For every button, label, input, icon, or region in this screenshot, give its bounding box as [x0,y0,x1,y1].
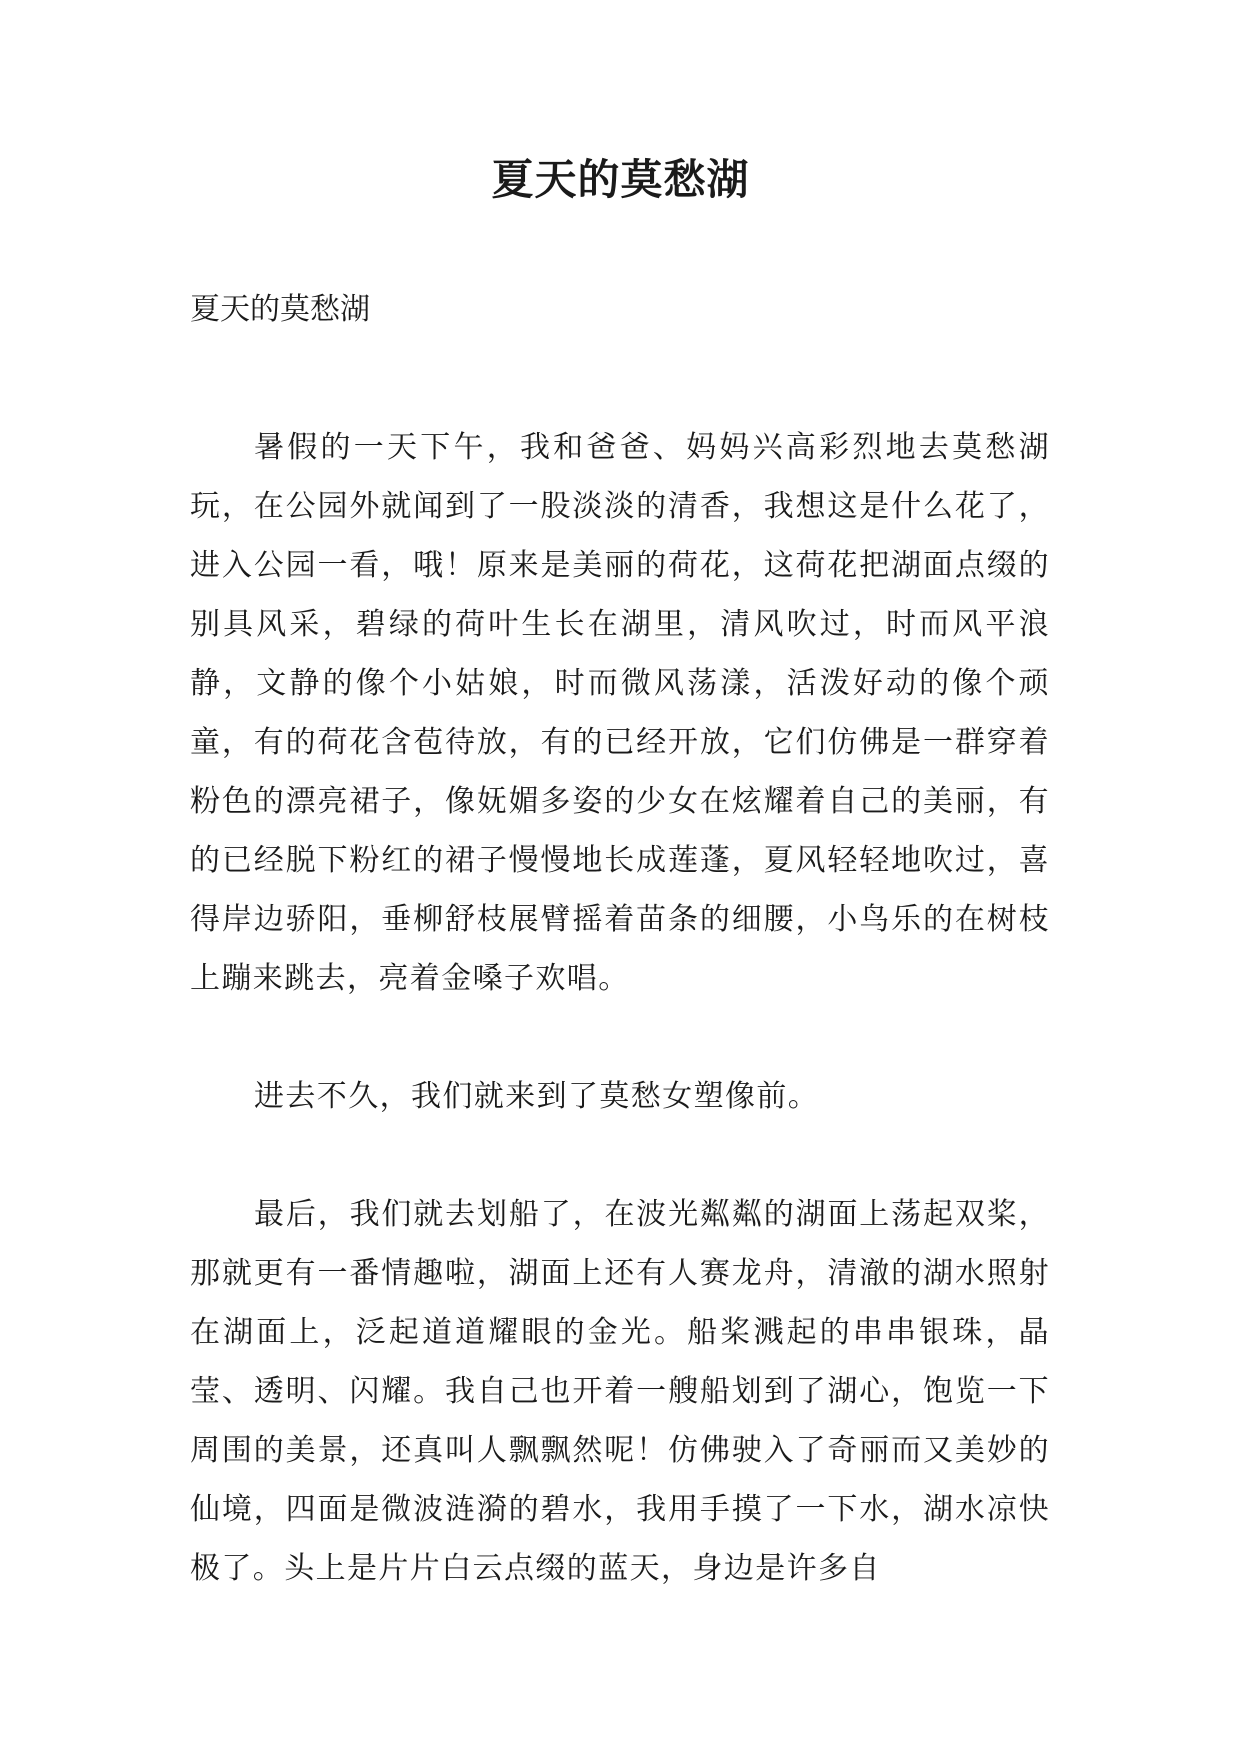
document-subtitle: 夏天的莫愁湖 [190,292,370,327]
paragraph: 最后，我们就去划船了，在波光粼粼的湖面上荡起双桨，那就更有一番情趣啦，湖面上还有人赛龙舟，清澈的湖水照射在湖面上，泛起道道耀眼的金光。船桨溅起的串串银珠，晶莹、透明、闪耀。我自己也开着一艘船划到了湖心，饱览一下周围的美景，还真叫人飘飘然呢！仿佛驶入了奇丽而又美妙的仙境，四面是微波涟漪的碧水，我用手摸了一下水，湖水凉快极了。头上是片片白云点缀的蓝天，身边是许多自 [190,1197,1050,1586]
document-title: 夏天的莫愁湖 [491,155,750,204]
paragraph: 进去不久，我们就来到了莫愁女塑像前。 [254,1079,820,1114]
document-body [190,285,1050,1598]
paragraph: 暑假的一天下午，我和爸爸、妈妈兴高彩烈地去莫愁湖玩，在公园外就闻到了一股淡淡的清香，我想这是什么花了，进入公园一看，哦！原来是美丽的荷花，这荷花把湖面点缀的别具风采，碧绿的荷叶生长在湖里，清风吹过，时而风平浪静，文静的像个小姑娘，时而微风荡漾，活泼好动的像个顽童，有的荷花含苞待放，有的已经开放，它们仿佛是一群穿着粉色的漂亮裙子，像妩媚多姿的少女在炫耀着自己的美丽，有的已经脱下粉红的裙子慢慢地长成莲蓬，夏风轻轻地吹过，喜得岸边骄阳，垂柳舒枝展臂摇着苗条的细腰，小鸟乐的在树枝上蹦来跳去，亮着金嗓子欢唱。 [190,430,1050,996]
